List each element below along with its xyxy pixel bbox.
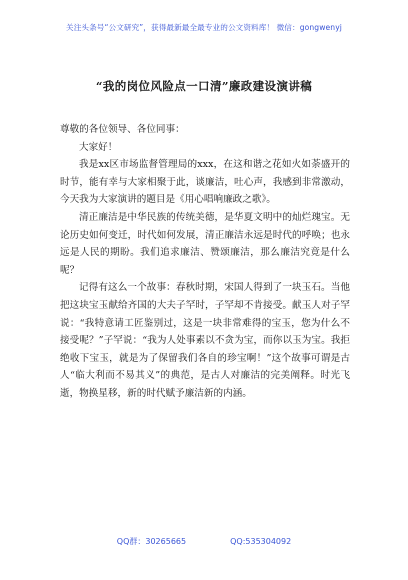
paragraph-virtue: 清正廉洁是中华民族的传统美德，是华夏文明中的灿烂瑰宝。无论历史如何变迁，时代如何发展，清正廉洁永远是时代的呼唤；也永远是人民的期盼。我们追求廉洁、赞颂廉洁，那么廉洁究竟是什么呢？ [60, 211, 350, 276]
paragraph-intro: 我是xx区市场监督管理局的xxx，在这和谐之花如火如荼盛开的时节，能有幸与大家相聚于此，谈廉洁，吐心声，我感到非常激动，今天我为大家演讲的题目是《用心唱响廉政之歌》。 [60, 159, 350, 206]
document-body [60, 121, 350, 403]
qq-group-link[interactable]: QQ群：30265665 [116, 537, 187, 546]
salutation: 尊敬的各位领导、各位同事： [60, 124, 185, 135]
document-title: “我的岗位风险点一口清”廉政建设演讲稿 [95, 79, 313, 93]
qq-number-link[interactable]: QQ:535304092 [230, 537, 292, 546]
footer-links [0, 536, 408, 547]
greeting: 大家好！ [79, 141, 118, 153]
header-banner[interactable]: 关注头条号“公文研究”，获得最新最全最专业的公文资料库！ 微信：gongwenyj [66, 23, 342, 32]
paragraph-story: 记得有这么一个故事：春秋时期，宋国人得到了一块玉石。当他把这块宝玉献给齐国的大夫子罕时，子罕却不肯接受。献玉人对子罕说：“我特意请工匠鉴别过，这是一块非常难得的宝玉，您为什么不接受呢？”子罕说：“我为人处事素以不贪为宝，而你以玉为宝。我拒绝收下宝玉，就是为了保留我们各自的珍宝啊！”这个故事可谓是古人“临大利而不易其义”的典范，是古人对廉洁的完美阐释。时光飞逝，物换星移，新的时代赋予廉洁新的内涵。 [60, 282, 350, 399]
